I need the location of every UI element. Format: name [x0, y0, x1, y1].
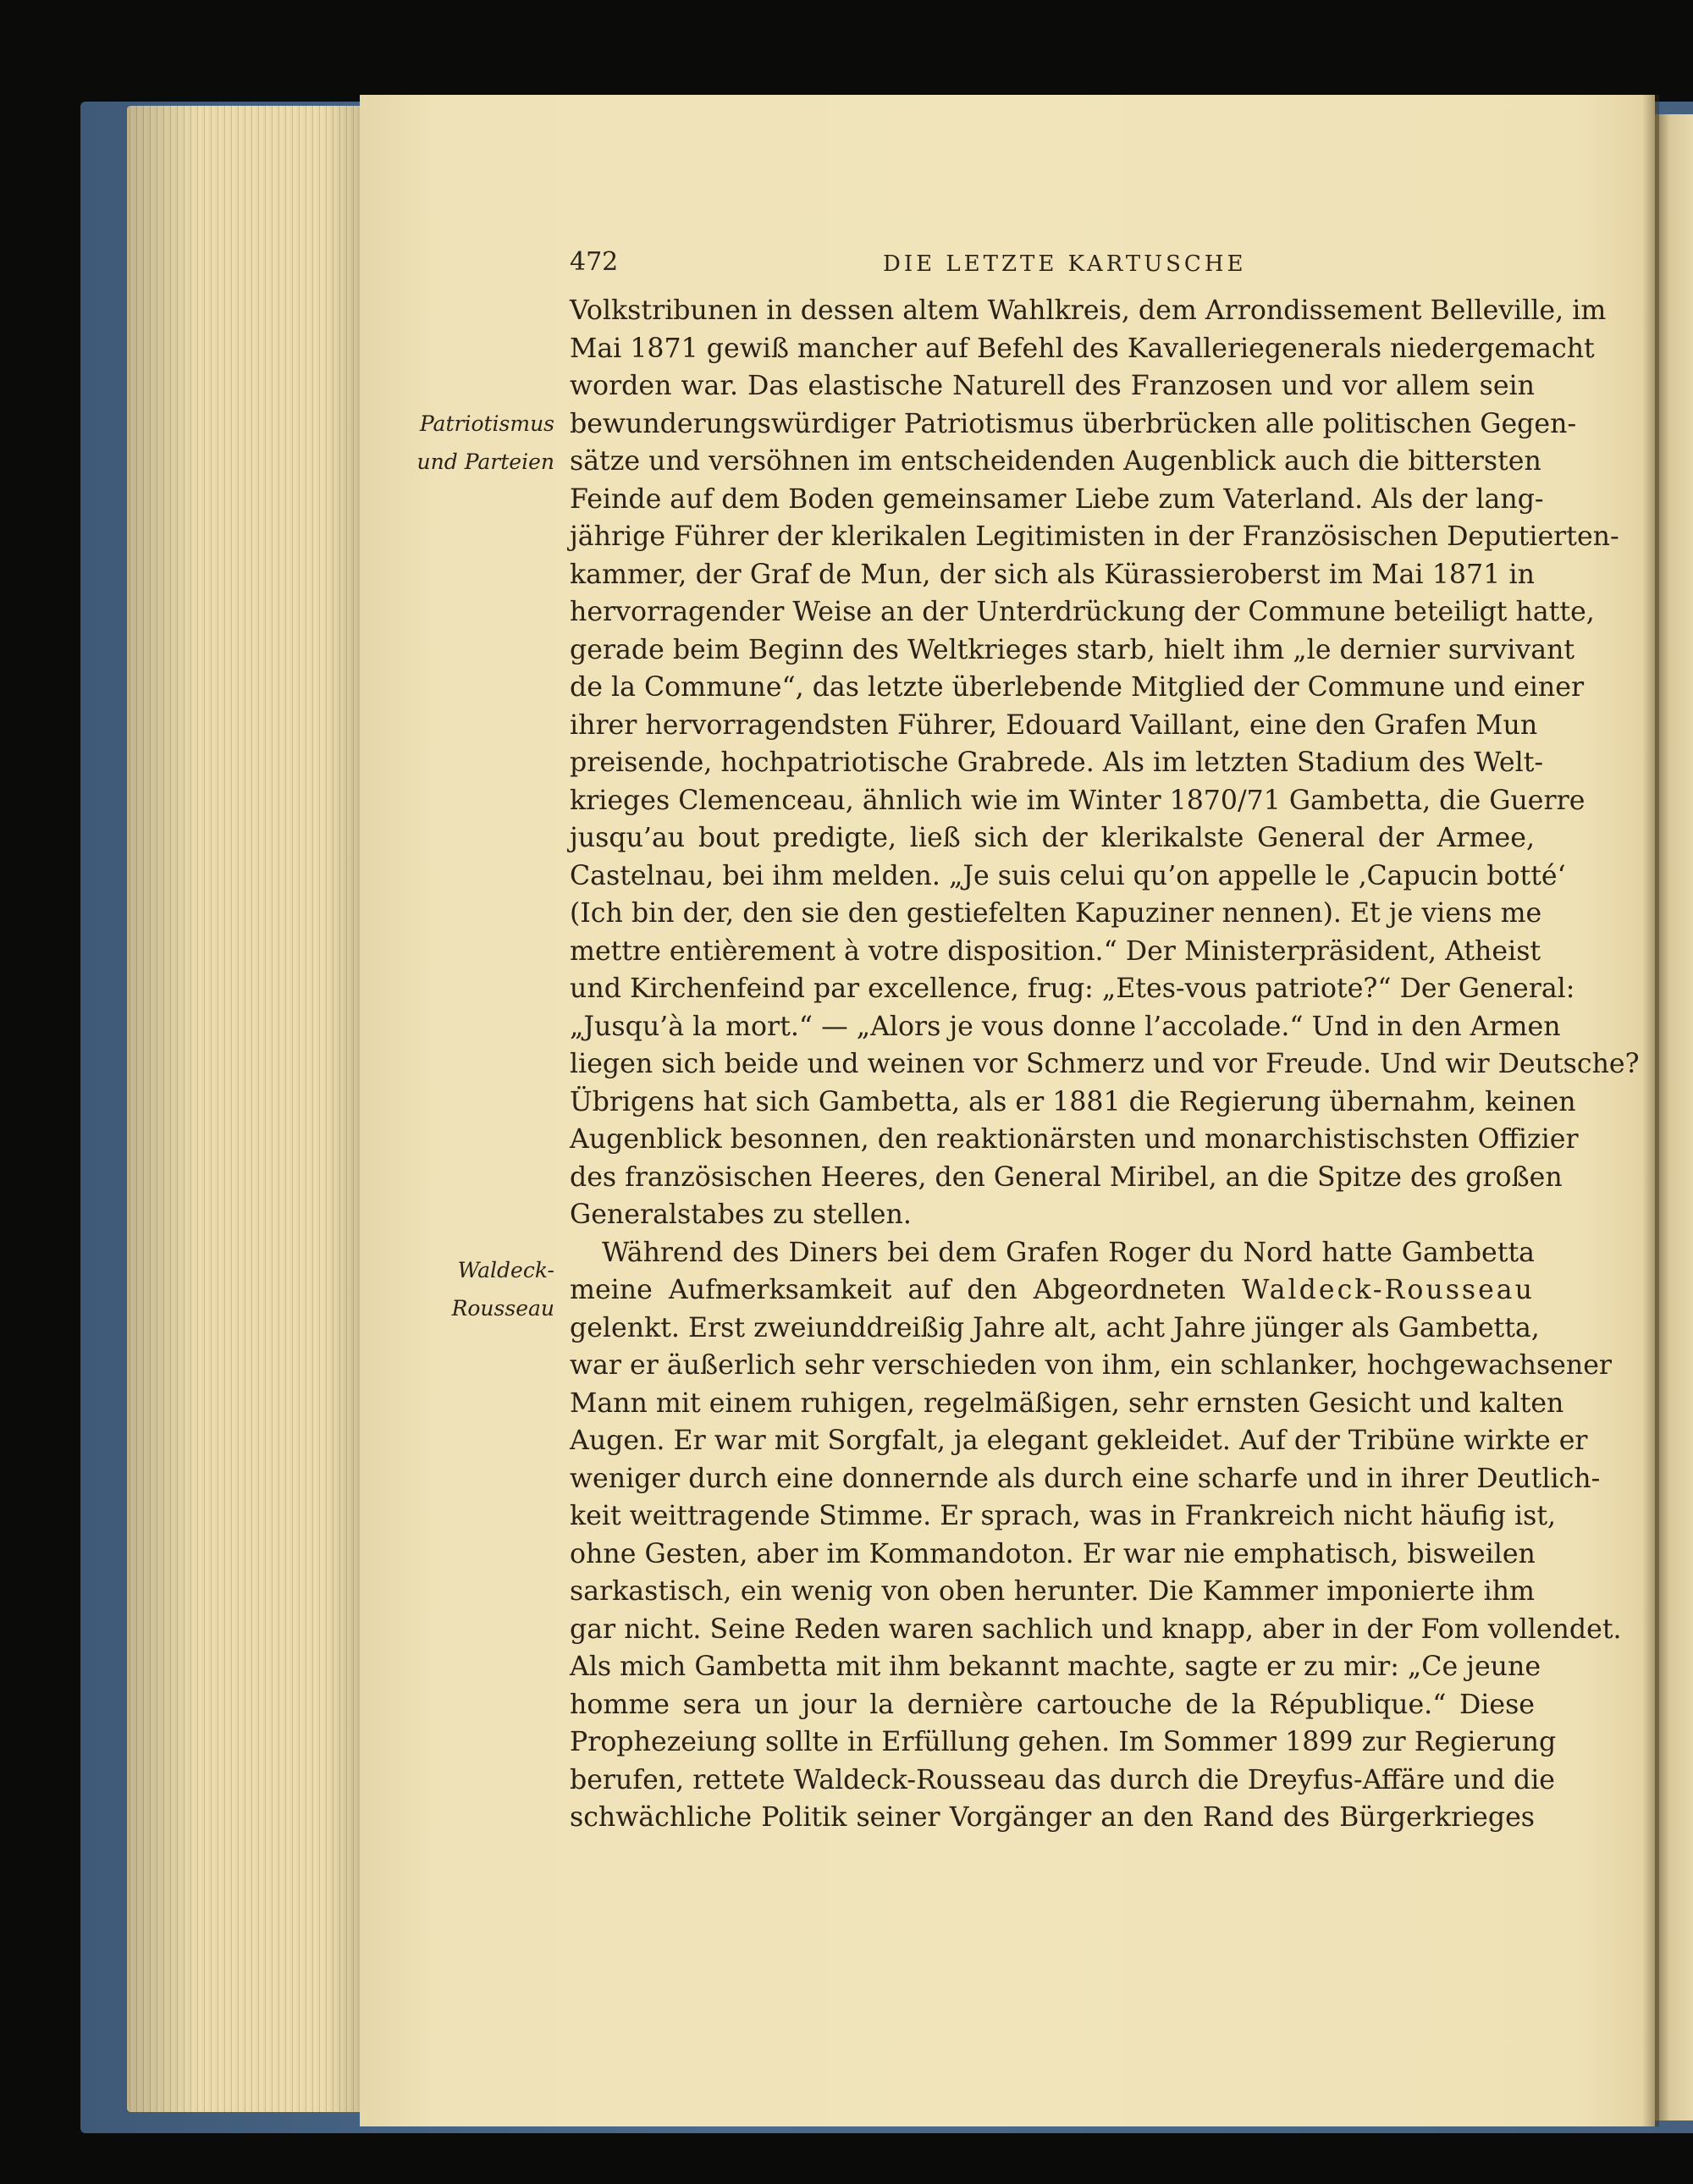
text-line: berufen, rettete Waldeck-Rousseau das durch die Dreyfus-Affäre und die — [570, 1764, 1556, 1795]
text-line: sätze und versöhnen im entscheidenden Augenblick auch die bittersten — [570, 446, 1541, 477]
text-line: Mai 1871 gewiß mancher auf Befehl des Kavalleriegenerals niedergemacht — [570, 333, 1595, 364]
text-line: weniger durch eine donnernde als durch eine scharfe und in ihrer Deutlich- — [570, 1463, 1601, 1494]
letterspaced-name: Waldeck-Rousseau — [1241, 1275, 1535, 1305]
margin-note-patriotismus — [385, 405, 554, 481]
text-line: Castelnau, bei ihm melden. „Je suis celui qu’on appelle le ‚Capucin botté‘ — [570, 860, 1566, 891]
text-line: krieges Clemenceau, ähnlich wie im Winter 1870/71 Gambetta, die Guerre — [570, 785, 1585, 816]
text-line: war er äußerlich sehr verschieden von ihm, ein schlanker, hochgewachsener — [570, 1350, 1613, 1381]
text-line: Volkstribunen in dessen altem Wahlkreis, dem Arrondissement Belleville, im — [570, 295, 1607, 326]
page-number: 472 — [570, 247, 619, 277]
text-line: liegen sich beide und weinen vor Schmerz und vor Freude. Und wir Deutsche? — [570, 1049, 1640, 1079]
text-line: Prophezeiung sollte in Erfüllung gehen. Im Sommer 1899 zur Regierung — [570, 1727, 1557, 1757]
text-line: Feinde auf dem Boden gemeinsamer Liebe zum Vaterland. Als der lang- — [570, 483, 1544, 515]
margin-note-line: Waldeck- — [457, 1258, 554, 1282]
page-gutter-shadow — [1642, 95, 1659, 2126]
facing-page — [1655, 114, 1693, 2121]
text-line: (Ich bin der, den sie den gestiefelten Kapuziner nennen). Et je viens me — [570, 898, 1542, 929]
body-text — [570, 292, 1640, 1837]
text-line-part: meine Aufmerksamkeit auf den Abgeordneten — [570, 1275, 1226, 1305]
text-line: preisende, hochpatriotische Grabrede. Als im letzten Stadium des Welt- — [570, 747, 1544, 778]
running-header — [570, 245, 1535, 283]
text-line: keit weittragende Stimme. Er sprach, was in Frankreich nicht häufig ist, — [570, 1501, 1557, 1531]
text-line: homme sera un jour la dernière cartouche de la République.“ Diese — [570, 1689, 1535, 1720]
text-line: Übrigens hat sich Gambetta, als er 1881 die Regierung übernahm, keinen — [570, 1086, 1576, 1117]
text-line: gerade beim Beginn des Weltkrieges starb, hielt ihm „le dernier survivant — [570, 634, 1575, 665]
page-edges-shadow — [127, 106, 360, 2112]
margin-note-line: Rousseau — [451, 1295, 554, 1321]
text-line: Augen. Er war mit Sorgfalt, ja elegant gekleidet. Auf der Tribüne wirkte er — [570, 1426, 1588, 1456]
text-line: Als mich Gambetta mit ihm bekannt machte, sagte er zu mir: „Ce jeune — [570, 1652, 1541, 1682]
text-line: gelenkt. Erst zweiunddreißig Jahre alt, acht Jahre jünger als Gambetta, — [570, 1312, 1540, 1343]
text-line: gar nicht. Seine Reden waren sachlich und knapp, aber in der Fom vollendet. — [570, 1613, 1622, 1645]
text-line: kammer, der Graf de Mun, der sich als Kürassieroberst im Mai 1871 in — [570, 559, 1535, 590]
text-line: bewunderungswürdiger Patriotismus überbrücken alle politischen Gegen- — [570, 408, 1577, 439]
text-line: Mann mit einem ruhigen, regelmäßigen, sehr ernsten Gesicht und kalten — [570, 1387, 1564, 1419]
text-line: des französischen Heeres, den General Miribel, an die Spitze des großen — [570, 1161, 1563, 1193]
text-line: hervorragender Weise an der Unterdrückung der Commune beteiligt hatte, — [570, 597, 1595, 627]
text-line: jährige Führer der klerikalen Legitimisten in der Französischen Deputierten- — [570, 521, 1619, 552]
text-line: Augenblick besonnen, den reaktionärsten und monarchistischsten Offizier — [570, 1124, 1579, 1155]
text-line: ihrer hervorragendsten Führer, Edouard Vaillant, eine den Grafen Mun — [570, 709, 1538, 741]
margin-note-line: Patriotismus — [419, 411, 554, 436]
text-line: „Jusqu’à la mort.“ — „Alors je vous donne l’accolade.“ Und in den Armen — [570, 1011, 1561, 1042]
text-line: de la Commune“, das letzte überlebende Mitglied der Commune und einer — [570, 672, 1585, 703]
text-line: worden war. Das elastische Naturell des Franzosen und vor allem sein — [570, 371, 1535, 401]
text-line: Während des Diners bei dem Grafen Roger du Nord hatte Gambetta — [602, 1237, 1535, 1268]
margin-note-waldeck-rousseau — [385, 1252, 554, 1327]
running-title: DIE LETZTE KARTUSCHE — [883, 251, 1247, 277]
text-line: ohne Gesten, aber im Kommandoton. Er war nie emphatisch, bisweilen — [570, 1538, 1536, 1569]
text-line: und Kirchenfeind par excellence, frug: „Etes-vous patriote?“ Der General: — [570, 973, 1575, 1004]
text-line: jusqu’au bout predigte, ließ sich der klerikalste General der Armee, — [570, 823, 1535, 853]
text-line: schwächliche Politik seiner Vorgänger an den Rand des Bürgerkrieges — [570, 1802, 1535, 1833]
text-line-compound — [570, 1271, 1535, 1310]
text-line: sarkastisch, ein wenig von oben herunter. Die Kammer imponierte ihm — [570, 1576, 1535, 1607]
text-line: Generalstabes zu stellen. — [570, 1200, 912, 1230]
margin-note-line: und Parteien — [416, 449, 554, 474]
text-line: mettre entièrement à votre disposition.“ Der Ministerpräsident, Atheist — [570, 935, 1541, 967]
